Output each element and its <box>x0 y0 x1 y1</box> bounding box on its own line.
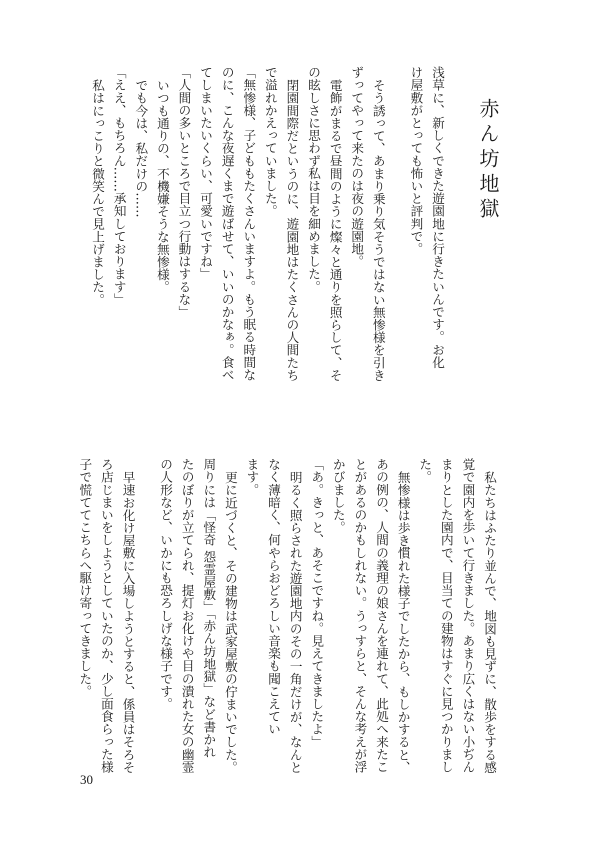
text-line: 閉園間際だというのに、遊園地はたくさんの人間たち <box>284 79 300 382</box>
text-line: ろ店じまいをしようとしていたのか、少し面食らった様 <box>98 458 114 773</box>
text-line: 更に近づくと、その建物は武家屋敷の佇まいでした。 <box>222 471 238 774</box>
text-line: たのぼりが立てられ、提灯お化けや目の潰れた女の幽霊 <box>179 458 195 773</box>
top-text-block <box>87 66 519 402</box>
text-line: そう誘って、あまり乗り気そうではない無惨様を引き <box>370 79 386 382</box>
text-line: 浅草に、新しくできた遊園地に行きたいんです。お化 <box>430 66 445 369</box>
text-line: 私たちはふたり並んで、地図も見ずに、散歩をする感 <box>482 471 497 774</box>
text-line: でも今は、私だけの…… <box>133 79 149 218</box>
text-line: の人形など、いかにも恐ろしげな様子です。 <box>158 458 174 710</box>
text-line: 「無惨様、子どももたくさんいますよ。もう眠る時間な <box>241 66 257 381</box>
text-line: 子で慌ててこちらへ駆け寄ってきました。 <box>77 458 93 698</box>
text-line: 早速お化け屋敷に入場しようとすると、係員はそろそ <box>120 471 136 774</box>
text-line: なく薄暗く、何やらおどろしい音楽も聞こえてい <box>266 458 282 736</box>
text-line: 周りには「怪奇 怨霊屋敷」「赤ん坊地獄」など書かれ <box>201 458 217 759</box>
text-line: ます。 <box>244 458 260 496</box>
text-line: 「人間の多いところで目立つ行動はするな」 <box>176 66 192 318</box>
text-line: た。 <box>417 458 433 484</box>
text-line: かびました。 <box>330 458 346 534</box>
text-line: 電飾がまるで昼間のように燦々と通りを照らして、そ <box>327 79 343 382</box>
text-line: 「ええ、もちろん……承知しております」 <box>111 66 127 306</box>
bottom-text-block <box>74 458 500 794</box>
text-line: 明るく照らされた遊園地内のその一角だけが、なんと <box>287 471 303 774</box>
text-line: の眩しさに思わず私は目を細めました。 <box>306 66 322 293</box>
text-line: 覚で園内を歩いて行きました。あまり広くはない小ぢん <box>460 458 476 773</box>
text-line: 無惨様は歩き慣れた様子でしたから、もしかすると、 <box>395 471 411 774</box>
text-line: てしまいたいくらい、可愛いですね」 <box>198 66 214 281</box>
text-line: あの例の、人間の義理の娘さんを連れて、此処へ来たこ <box>374 458 390 773</box>
text-line: ずってやって来たのは夜の遊園地。 <box>349 66 365 268</box>
text-line: とがあるのかもしれない。うっすらと、そんな考えが浮 <box>352 458 368 773</box>
text-line: まりとした園内で、目当ての建物はすぐに見つかりまし <box>438 458 454 773</box>
text-line: 「あ。きっと、あそこですね。見えてきましたよ」 <box>309 458 325 748</box>
text-line: のに、こんな夜遅くまで遊ばせて、いいのかなぁ。食べ <box>219 66 235 381</box>
text-line: 私はにっこりと微笑んで見上げました。 <box>90 79 106 306</box>
story-title: 赤ん坊地獄 <box>476 98 500 223</box>
text-line: け屋敷がとっても怖いと評判で。 <box>408 66 424 255</box>
text-line: いつも通りの、不機嫌そうな無惨様。 <box>154 79 170 294</box>
text-line: で溢れかえっていました。 <box>262 66 278 218</box>
page-number: 30 <box>80 772 93 787</box>
